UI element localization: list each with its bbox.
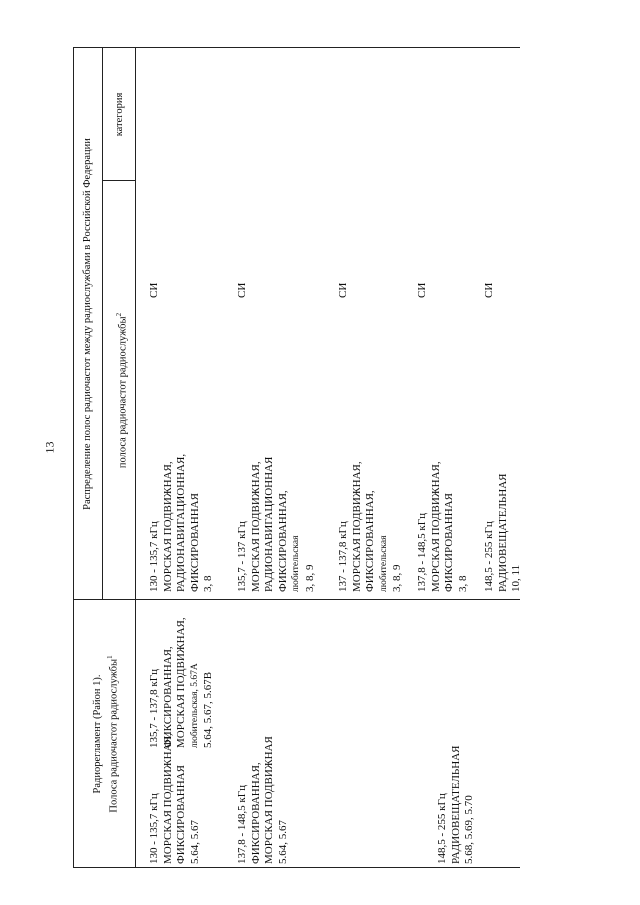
header-separator [135, 48, 136, 868]
header-rf-band [113, 181, 130, 600]
rr-row-1-line: 130 - 135,7 кГц [148, 793, 160, 864]
rf-row-3-line: 3, 8, 9 [391, 564, 403, 592]
header-rr [91, 600, 121, 868]
rf-row-5-line: 10, 11 [510, 564, 522, 592]
header-rr-line2-text: Полоса радиочастот радиослужбы [108, 658, 120, 813]
rf-row-1-line: МОРСКАЯ ПОДВИЖНАЯ, [161, 461, 174, 592]
rf-row-3-line: МОРСКАЯ ПОДВИЖНАЯ, [350, 461, 363, 592]
rf-row-1-line: РАДИОНАВИГАЦИОННАЯ, [175, 453, 187, 592]
rr-row-3-line: 5.64, 5.67 [276, 820, 289, 864]
rf-row-1-line: ФИКСИРОВАННАЯ [188, 493, 201, 592]
rf-row-4-category: СИ [416, 282, 428, 298]
rf-row-2-line: ФИКСИРОВАННАЯ, [276, 490, 289, 592]
rf-row-2-line: РАДИОНАВИГАЦИОННАЯ [263, 456, 275, 592]
rr-row-1-line: ФИКСИРОВАННАЯ [175, 765, 187, 864]
rf-row-4-line: 3, 8 [456, 575, 469, 592]
table-right-border [73, 47, 520, 48]
rf-row-1 [148, 454, 216, 592]
rr-row-2-line: МОРСКАЯ ПОДВИЖНАЯ, [175, 617, 187, 748]
header-rr-line1: Радиорегламент (Район 1). [92, 674, 103, 794]
rf-row-4 [416, 461, 470, 592]
table-top-border-2 [73, 48, 74, 868]
rf-row-1-category: СИ [148, 282, 160, 298]
allocation-table [73, 48, 520, 868]
rf-row-4-line: МОРСКАЯ ПОДВИЖНАЯ, [429, 461, 442, 592]
rr-row-4-line: 5.68, 5.69, 5.70 [463, 795, 475, 864]
header-rf-band-sup: 2 [115, 312, 123, 317]
rf-row-1-line: 3, 8 [202, 575, 214, 592]
rr-row-3-line: ФИКСИРОВАННАЯ, [249, 762, 262, 864]
rr-row-1-line: МОРСКАЯ ПОДВИЖНАЯ, [161, 733, 174, 864]
rf-row-1-line: 130 - 135,7 кГц [148, 521, 160, 592]
header-rr-sup: 1 [106, 655, 114, 659]
rf-row-3-line: ФИКСИРОВАННАЯ, [364, 490, 376, 592]
rr-row-2 [148, 617, 216, 748]
rr-row-2-line: ФИКСИРОВАННАЯ, [161, 646, 174, 748]
rf-row-2-category: СИ [236, 282, 248, 298]
rr-row-4-line: 148,5 - 255 кГц [436, 793, 448, 864]
rr-row-1 [148, 733, 202, 864]
rf-row-3 [337, 461, 405, 592]
rf-row-3-note: любительская [378, 535, 389, 592]
table-left-border [73, 867, 520, 868]
rf-row-4-line: ФИКСИРОВАННАЯ [443, 493, 455, 592]
rr-row-1-line: 5.64, 5.67 [188, 820, 201, 864]
rr-row-2-line: 5.64, 5.67, 5.67В [202, 671, 214, 748]
rr-row-4 [436, 746, 477, 864]
header-rr-line2 [104, 600, 121, 868]
rf-row-2-line: 135,7 - 137 кГц [236, 521, 248, 592]
rf-row-2 [236, 457, 317, 592]
rf-row-3-line: 137 - 137,8 кГц [337, 521, 349, 592]
rr-row-4-line: РАДИОВЕЩАТЕЛЬНАЯ [449, 745, 462, 864]
rf-row-5-category: СИ [483, 282, 495, 298]
rr-row-3-line: 137,8 - 148,5 кГц [236, 784, 248, 864]
rf-row-5-line: РАДИОВЕЩАТЕЛЬНАЯ [496, 473, 509, 592]
header-rf-title: Распределение полос радиочастот между радиослужбами в Российской Федерации [82, 138, 93, 510]
header-rf-band-text: полоса радиочастот радиослужбы [117, 316, 129, 469]
column-divider [73, 599, 520, 600]
rf-row-2-line: 3, 8, 9 [303, 564, 316, 592]
rr-row-2-note: любительская, 5.67А [189, 663, 200, 748]
rf-row-2-note: любительская [291, 535, 301, 592]
rr-row-3-line: МОРСКАЯ ПОДВИЖНАЯ [263, 736, 275, 864]
subheader-separator [102, 48, 103, 600]
header-rf-category: категория [114, 92, 125, 137]
rf-row-5 [483, 474, 524, 592]
rf-row-3-category: СИ [337, 282, 349, 298]
rf-row-5-line: 148,5 - 255 кГц [483, 521, 495, 592]
page-number: 13 [42, 441, 57, 454]
rr-row-3 [236, 736, 290, 864]
rf-row-4-line: 137,8 - 148,5 кГц [416, 512, 428, 592]
rf-row-2-line: МОРСКАЯ ПОДВИЖНАЯ, [249, 461, 262, 592]
rr-row-2-line: 135,7 - 137,8 кГц [148, 668, 160, 748]
